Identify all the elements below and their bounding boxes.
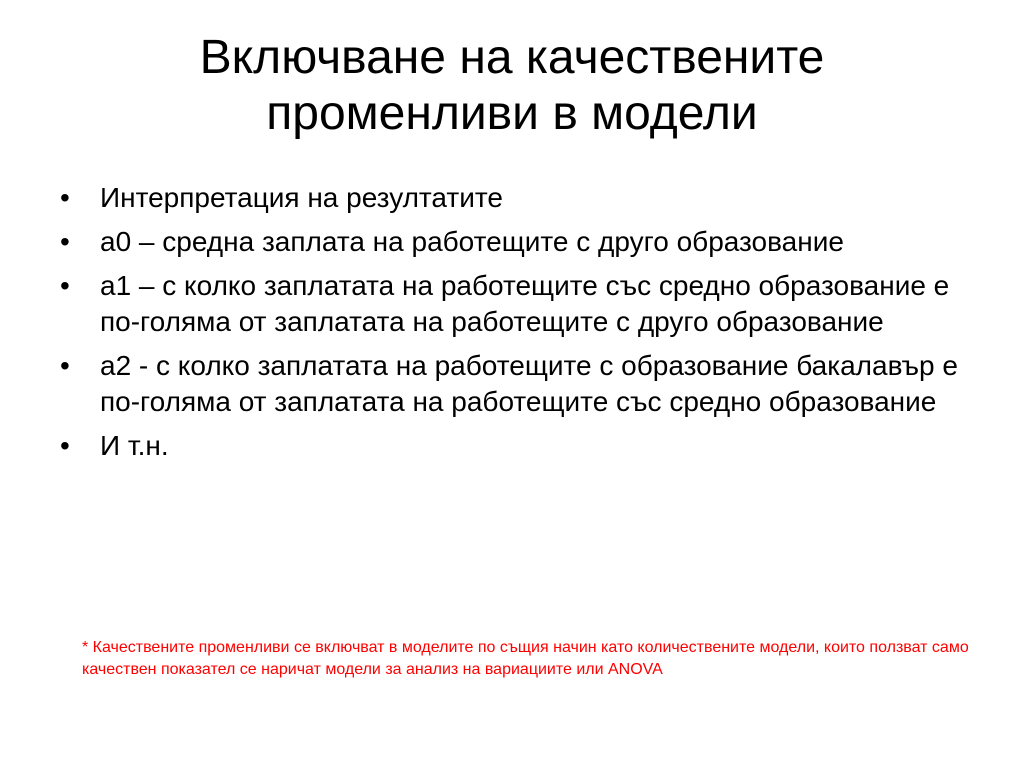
bullet-dot-icon: • xyxy=(60,350,70,381)
bullet-dot-icon: • xyxy=(60,226,70,257)
bullet-item-a2 xyxy=(58,348,978,420)
bullet-item-a1 xyxy=(58,268,978,340)
bullet-text: a0 – средна заплата на работещите с друго образование xyxy=(100,226,844,257)
bullet-dot-icon: • xyxy=(60,270,70,301)
bullet-item-interpretation xyxy=(58,180,978,216)
bullet-list xyxy=(58,180,978,472)
bullet-text: И т.н. xyxy=(100,430,169,461)
bullet-text: Интерпретация на резултатите xyxy=(100,182,503,213)
bullet-text: a1 – с колко заплатата на работещите със средно образование е по-голяма от заплатата на работещите с друго образование xyxy=(100,270,950,337)
bullet-dot-icon: • xyxy=(60,430,70,461)
bullet-item-etc xyxy=(58,428,978,464)
bullet-item-a0 xyxy=(58,224,978,260)
slide-title: Включване на качествените променливи в модели xyxy=(199,31,825,140)
footnote: * Качествените променливи се включват в моделите по същия начин като количествените модели, които ползват само качествен показател се наричат модели за анализ на вариациите или ANOVA xyxy=(82,639,969,678)
bullet-dot-icon: • xyxy=(60,182,70,213)
bullet-text: a2 - с колко заплатата на работещите с образование бакалавър е по-голяма от заплатата на работещите със средно образование xyxy=(100,350,958,417)
